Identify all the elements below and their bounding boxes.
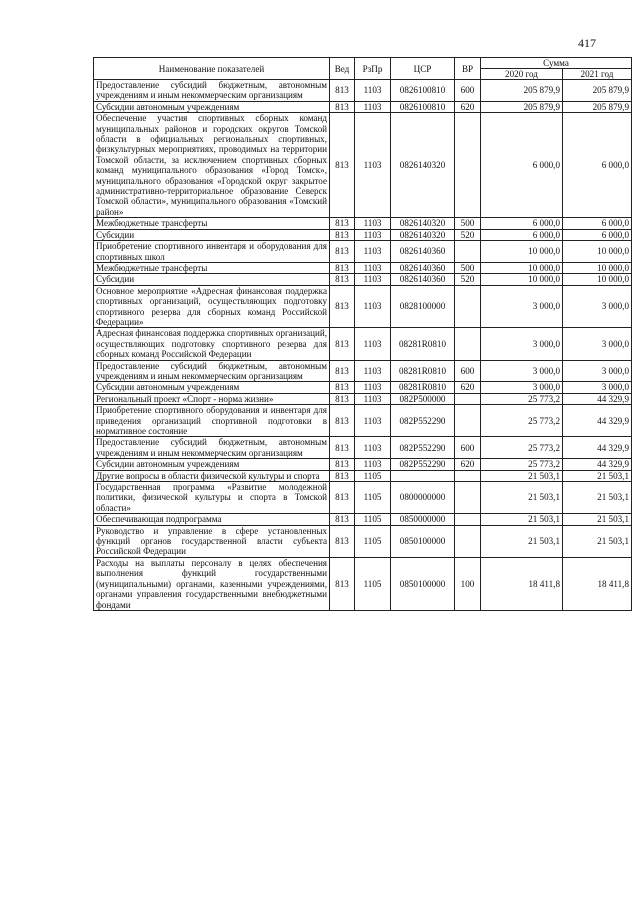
row-rzpr: 1105: [355, 482, 391, 514]
row-csr: 0826100810: [391, 80, 455, 102]
row-name: Межбюджетные трансферты: [94, 218, 330, 229]
row-rzpr: 1103: [355, 241, 391, 263]
row-sum-2021: 6 000,0: [563, 229, 632, 240]
row-name: Субсидии автономным учреждениям: [94, 459, 330, 470]
header-rzpr: РзПр: [355, 58, 391, 80]
row-sum-2020: 10 000,0: [481, 262, 563, 273]
row-rzpr: 1105: [355, 514, 391, 525]
row-csr: 0826140320: [391, 229, 455, 240]
row-vr: 620: [455, 101, 481, 112]
row-csr: 0826100810: [391, 101, 455, 112]
row-sum-2020: 21 503,1: [481, 470, 563, 481]
row-ved: 813: [330, 525, 355, 557]
row-sum-2020: 21 503,1: [481, 482, 563, 514]
row-vr: [455, 514, 481, 525]
row-ved: 813: [330, 285, 355, 328]
row-name: Основное мероприятие «Адресная финансовая поддержка спортивных организаций, осуществляющих подготовку спортивного резерва для сборных команд Российской Федерации»: [94, 285, 330, 328]
header-csr: ЦСР: [391, 58, 455, 80]
row-csr: 0826140360: [391, 262, 455, 273]
row-vr: 500: [455, 218, 481, 229]
row-name: Предоставление субсидий бюджетным, автономным учреждениям и иным некоммерческим организациям: [94, 80, 330, 102]
row-sum-2021: 21 503,1: [563, 525, 632, 557]
header-vr: ВР: [455, 58, 481, 80]
row-rzpr: 1103: [355, 382, 391, 393]
row-sum-2021: 205 879,9: [563, 101, 632, 112]
row-ved: 813: [330, 482, 355, 514]
row-sum-2020: 25 773,2: [481, 459, 563, 470]
row-ved: 813: [330, 557, 355, 610]
row-csr: 0826140360: [391, 241, 455, 263]
row-sum-2021: 44 329,9: [563, 437, 632, 459]
row-name: Субсидии: [94, 229, 330, 240]
header-name: Наименование показателей: [94, 58, 330, 80]
table-row: [94, 101, 632, 112]
row-name: Региональный проект «Спорт - норма жизни»: [94, 393, 330, 404]
row-rzpr: 1103: [355, 328, 391, 360]
table-row: [94, 241, 632, 263]
table-row: [94, 274, 632, 285]
row-rzpr: 1103: [355, 437, 391, 459]
row-csr: 0826140320: [391, 113, 455, 218]
row-sum-2020: 25 773,2: [481, 393, 563, 404]
row-csr: [391, 470, 455, 481]
row-name: Предоставление субсидий бюджетным, автономным учреждениям и иным некоммерческим организациям: [94, 360, 330, 382]
row-csr: 08281R0810: [391, 328, 455, 360]
row-sum-2020: 25 773,2: [481, 437, 563, 459]
row-name: Руководство и управление в сфере установленных функций органов государственной власти субъекта Российской Федерации: [94, 525, 330, 557]
row-rzpr: 1103: [355, 393, 391, 404]
row-sum-2021: 6 000,0: [563, 218, 632, 229]
row-vr: 620: [455, 382, 481, 393]
table-row: [94, 80, 632, 102]
row-sum-2021: 44 329,9: [563, 405, 632, 437]
row-ved: 813: [330, 360, 355, 382]
row-sum-2021: 6 000,0: [563, 113, 632, 218]
row-csr: 082P500000: [391, 393, 455, 404]
row-vr: [455, 405, 481, 437]
row-sum-2021: 44 329,9: [563, 393, 632, 404]
row-sum-2021: 10 000,0: [563, 274, 632, 285]
table-row: [94, 382, 632, 393]
row-ved: 813: [330, 229, 355, 240]
table-header: [94, 58, 632, 80]
row-sum-2021: 205 879,9: [563, 80, 632, 102]
row-sum-2021: 10 000,0: [563, 241, 632, 263]
header-year-2020: 2020 год: [481, 69, 563, 80]
row-sum-2020: 3 000,0: [481, 382, 563, 393]
table-row: [94, 459, 632, 470]
row-csr: 0826140360: [391, 274, 455, 285]
row-ved: 813: [330, 514, 355, 525]
row-name: Адресная финансовая поддержка спортивных организаций, осуществляющих подготовку спортивного резерва для сборных команд Российской Федерации: [94, 328, 330, 360]
row-sum-2020: 205 879,9: [481, 101, 563, 112]
row-sum-2021: 3 000,0: [563, 382, 632, 393]
row-csr: 0850100000: [391, 525, 455, 557]
row-vr: [455, 525, 481, 557]
row-ved: 813: [330, 459, 355, 470]
row-sum-2020: 3 000,0: [481, 328, 563, 360]
row-vr: 520: [455, 274, 481, 285]
row-csr: 0828100000: [391, 285, 455, 328]
row-ved: 813: [330, 101, 355, 112]
table-row: [94, 229, 632, 240]
table-row: [94, 405, 632, 437]
row-csr: 08281R0810: [391, 360, 455, 382]
budget-table: [93, 57, 632, 611]
row-rzpr: 1105: [355, 470, 391, 481]
row-csr: 082P552290: [391, 437, 455, 459]
row-ved: 813: [330, 218, 355, 229]
row-rzpr: 1103: [355, 360, 391, 382]
row-sum-2020: 3 000,0: [481, 360, 563, 382]
table-row: [94, 482, 632, 514]
table-row: [94, 285, 632, 328]
row-name: Субсидии автономным учреждениям: [94, 382, 330, 393]
row-rzpr: 1105: [355, 557, 391, 610]
row-vr: [455, 328, 481, 360]
row-sum-2020: 21 503,1: [481, 525, 563, 557]
row-csr: 0826140320: [391, 218, 455, 229]
row-vr: [455, 113, 481, 218]
row-name: Расходы на выплаты персоналу в целях обеспечения выполнения функций государственными (муниципальными) органами, казенными учреждениями, органами управления государственными внебюджетными фондами: [94, 557, 330, 610]
row-vr: 600: [455, 437, 481, 459]
row-ved: 813: [330, 80, 355, 102]
table-row: [94, 218, 632, 229]
row-name: Приобретение спортивного оборудования и инвентаря для приведения организаций спортивной подготовки в нормативное состояние: [94, 405, 330, 437]
row-sum-2021: 21 503,1: [563, 514, 632, 525]
row-rzpr: 1103: [355, 80, 391, 102]
row-rzpr: 1103: [355, 459, 391, 470]
row-rzpr: 1103: [355, 405, 391, 437]
row-csr: 082P552290: [391, 459, 455, 470]
row-ved: 813: [330, 470, 355, 481]
row-sum-2020: 3 000,0: [481, 285, 563, 328]
table-row: [94, 470, 632, 481]
row-sum-2021: 10 000,0: [563, 262, 632, 273]
row-rzpr: 1103: [355, 285, 391, 328]
table-body: [94, 80, 632, 611]
row-sum-2021: 21 503,1: [563, 470, 632, 481]
row-rzpr: 1103: [355, 229, 391, 240]
row-sum-2020: 205 879,9: [481, 80, 563, 102]
row-ved: 813: [330, 328, 355, 360]
row-sum-2020: 10 000,0: [481, 274, 563, 285]
table-row: [94, 328, 632, 360]
table-row: [94, 393, 632, 404]
row-ved: 813: [330, 113, 355, 218]
row-vr: [455, 393, 481, 404]
row-sum-2021: 3 000,0: [563, 360, 632, 382]
row-name: Другие вопросы в области физической культуры и спорта: [94, 470, 330, 481]
row-vr: 620: [455, 459, 481, 470]
row-ved: 813: [330, 274, 355, 285]
row-name: Государственная программа «Развитие молодежной политики, физической культуры и спорта в Томской области»: [94, 482, 330, 514]
row-csr: 0850000000: [391, 514, 455, 525]
row-ved: 813: [330, 437, 355, 459]
row-sum-2020: 18 411,8: [481, 557, 563, 610]
row-vr: 500: [455, 262, 481, 273]
row-vr: 600: [455, 80, 481, 102]
table-row: [94, 557, 632, 610]
row-name: Приобретение спортивного инвентаря и оборудования для спортивных школ: [94, 241, 330, 263]
row-ved: 813: [330, 382, 355, 393]
header-year-2021: 2021 год: [563, 69, 632, 80]
row-name: Субсидии: [94, 274, 330, 285]
table-row: [94, 262, 632, 273]
row-name: Обеспечение участия спортивных сборных команд муниципальных районов и городских округов Томской области в официальных региональных спортивных, физкультурных мероприятиях, проводимых на территории Томской области, за исключением спортивных сборных команд муниципального образования «Город Томск», муниципального образования «Городской округ закрытое административно-территориальное образование Северск Томской области», муниципального образования «Томский район»: [94, 113, 330, 218]
row-vr: [455, 470, 481, 481]
row-rzpr: 1103: [355, 113, 391, 218]
row-ved: 813: [330, 393, 355, 404]
row-name: Обеспечивающая подпрограмма: [94, 514, 330, 525]
row-csr: 08281R0810: [391, 382, 455, 393]
row-ved: 813: [330, 241, 355, 263]
table-row: [94, 360, 632, 382]
row-sum-2020: 6 000,0: [481, 218, 563, 229]
row-sum-2020: 25 773,2: [481, 405, 563, 437]
row-sum-2021: 3 000,0: [563, 285, 632, 328]
row-sum-2020: 6 000,0: [481, 229, 563, 240]
row-sum-2020: 6 000,0: [481, 113, 563, 218]
row-vr: [455, 285, 481, 328]
row-ved: 813: [330, 405, 355, 437]
row-vr: 520: [455, 229, 481, 240]
row-name: Субсидии автономным учреждениям: [94, 101, 330, 112]
row-rzpr: 1103: [355, 101, 391, 112]
row-name: Межбюджетные трансферты: [94, 262, 330, 273]
row-sum-2020: 21 503,1: [481, 514, 563, 525]
row-vr: 100: [455, 557, 481, 610]
row-rzpr: 1103: [355, 218, 391, 229]
row-sum-2021: 18 411,8: [563, 557, 632, 610]
row-rzpr: 1103: [355, 274, 391, 285]
row-rzpr: 1105: [355, 525, 391, 557]
row-name: Предоставление субсидий бюджетным, автономным учреждениям и иным некоммерческим организациям: [94, 437, 330, 459]
row-vr: [455, 482, 481, 514]
table-row: [94, 514, 632, 525]
row-sum-2021: 21 503,1: [563, 482, 632, 514]
page-number: 417: [578, 36, 596, 50]
row-sum-2021: 44 329,9: [563, 459, 632, 470]
table-row: [94, 525, 632, 557]
row-csr: 0800000000: [391, 482, 455, 514]
row-csr: 082P552290: [391, 405, 455, 437]
row-rzpr: 1103: [355, 262, 391, 273]
row-vr: 600: [455, 360, 481, 382]
header-sum: Сумма: [481, 58, 632, 69]
table-row: [94, 113, 632, 218]
header-ved: Вед: [330, 58, 355, 80]
table-row: [94, 437, 632, 459]
row-sum-2021: 3 000,0: [563, 328, 632, 360]
row-csr: 0850100000: [391, 557, 455, 610]
row-vr: [455, 241, 481, 263]
row-ved: 813: [330, 262, 355, 273]
row-sum-2020: 10 000,0: [481, 241, 563, 263]
